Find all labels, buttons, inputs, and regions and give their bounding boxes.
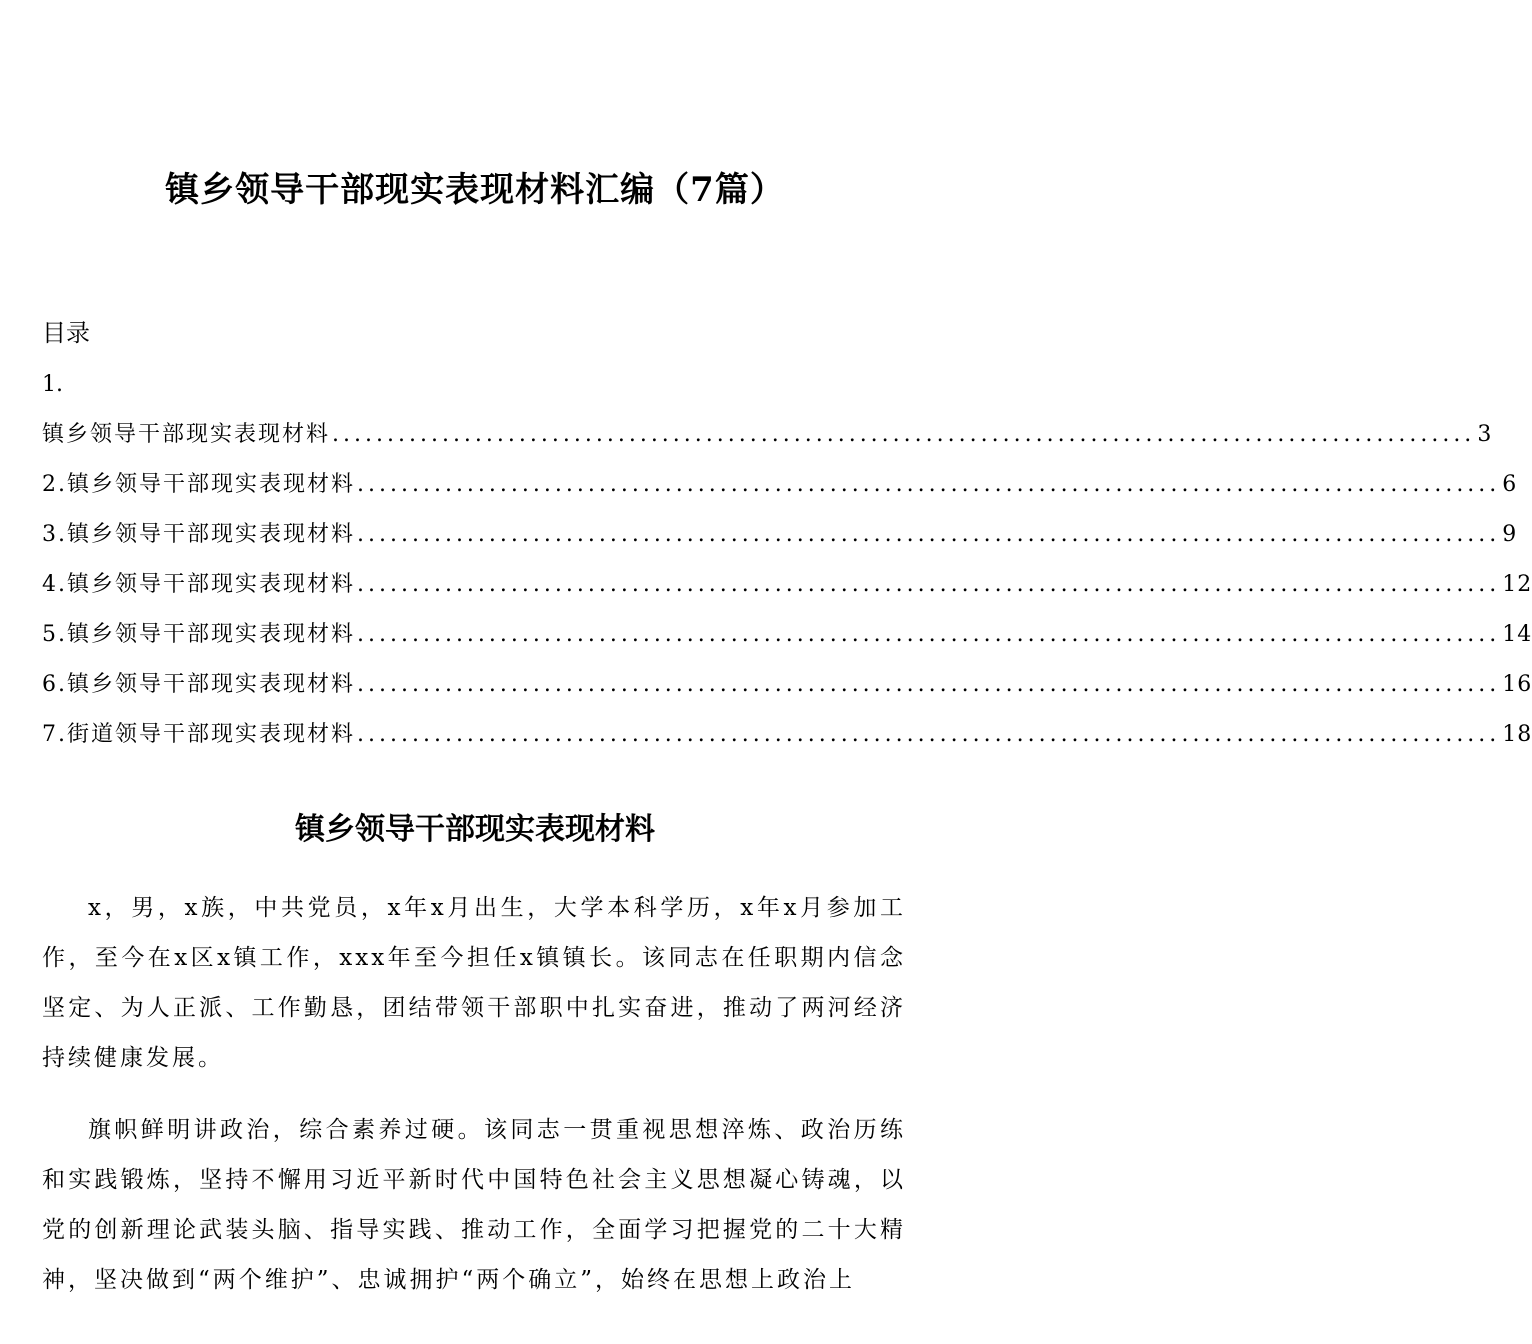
toc-entry-page: 9 — [1502, 522, 1518, 547]
toc-entry-page: 3 — [1477, 422, 1493, 447]
toc-entry[interactable] — [42, 570, 1532, 620]
body-paragraph: 旗帜鲜明讲政治，综合素养过硬。该同志一贯重视思想淬炼、政治历练和实践锻炼，坚持不懈用习近平新时代中国特色社会主义思想凝心铸魂，以党的创新理论武装头脑、指导实践、推动工作，全面学习把握党的二十大精神，坚决做到“两个维护”、忠诚拥护“两个确立”，始终在思想上政治上 — [42, 1117, 906, 1293]
toc-entry[interactable] — [42, 620, 1532, 670]
document-title: 镇乡领导干部现实表现材料汇编（7篇） — [165, 170, 785, 210]
toc-entry-label: 6.镇乡领导干部现实表现材料 — [42, 672, 355, 697]
toc-first-number: 1. — [42, 372, 63, 397]
toc-leader-dots: ........................................................................................................ — [357, 722, 1501, 747]
toc-leader-dots: ........................................................................................................ — [357, 622, 1501, 647]
toc-entry[interactable] — [42, 520, 1518, 570]
toc-leader-dots: ........................................................................................................ — [357, 672, 1501, 697]
toc-entry[interactable] — [42, 420, 1493, 470]
toc-entry[interactable] — [42, 720, 1532, 770]
toc-leader-dots: ........................................................................................................ — [332, 422, 1476, 447]
toc-entry[interactable] — [42, 470, 1518, 520]
toc-entry-page: 14 — [1502, 622, 1532, 647]
toc-entry-label: 3.镇乡领导干部现实表现材料 — [42, 522, 355, 547]
toc-leader-dots: ........................................................................................................ — [357, 522, 1501, 547]
toc-entry-label: 5.镇乡领导干部现实表现材料 — [42, 622, 355, 647]
toc-entry-label: 7.街道领导干部现实表现材料 — [42, 722, 355, 747]
toc-entry-page: 18 — [1502, 722, 1532, 747]
table-of-contents — [42, 420, 1532, 770]
body-paragraph: x，男，x族，中共党员，x年x月出生，大学本科学历，x年x月参加工作，至今在x区x镇工作，xxx年至今担任x镇镇长。该同志在任职期内信念坚定、为人正派、工作勤恳，团结带领干部职中扎实奋进，推动了两河经济持续健康发展。 — [42, 895, 906, 1071]
toc-leader-dots: ........................................................................................................ — [357, 572, 1501, 597]
toc-heading: 目录 — [42, 319, 90, 347]
toc-entry-page: 16 — [1502, 672, 1532, 697]
toc-entry-page: 6 — [1502, 472, 1518, 497]
toc-leader-dots: ........................................................................................................ — [357, 472, 1501, 497]
toc-entry-page: 12 — [1502, 572, 1532, 597]
toc-entry-label: 镇乡领导干部现实表现材料 — [42, 422, 331, 447]
toc-entry-label: 2.镇乡领导干部现实表现材料 — [42, 472, 355, 497]
toc-entry-label: 4.镇乡领导干部现实表现材料 — [42, 572, 355, 597]
toc-entry[interactable] — [42, 670, 1532, 720]
section-title: 镇乡领导干部现实表现材料 — [295, 812, 655, 847]
